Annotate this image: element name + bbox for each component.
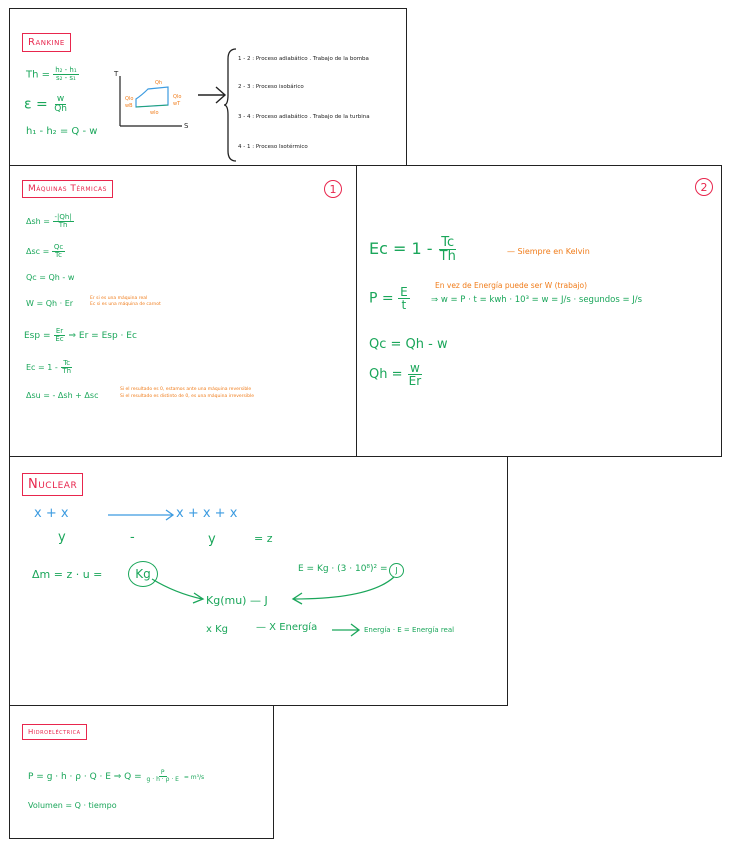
diagram-label-left-top: Qlo xyxy=(125,96,134,102)
qc-formula: Qc = Qh - w xyxy=(26,273,75,282)
dsc-formula: Δsc = $\frac{Qc}{Tc}$ xyxy=(26,243,64,259)
process-3-4: 3 - 4 : Proceso adiabático . Trabajo de la turbina xyxy=(238,114,370,120)
x-kg: x Kg xyxy=(206,624,229,635)
dsu-note-irreversible: Si el resultado es distinto de 0, es una máquina irreversible xyxy=(120,394,254,399)
panel-2 xyxy=(356,165,722,457)
diagram-label-left-bot: wB xyxy=(125,103,133,109)
rankine-enthalpy-formula: h₁ - h₂ = Q - w xyxy=(26,126,98,137)
power-note: En vez de Energía puede ser W (trabajo) xyxy=(435,281,588,290)
qh-formula: Qh = $\frac{w}{Er}$ xyxy=(369,361,422,388)
nuclear-title: Nuclear xyxy=(22,473,83,496)
process-1-2: 1 - 2 : Proceso adiabático . Trabajo de la bomba xyxy=(238,56,369,62)
arrow-from-j-icon xyxy=(290,575,396,605)
qc-formula-2: Qc = Qh - w xyxy=(369,337,448,352)
dsu-note-reversible: Si el resultado es 0, estamos ante una máquina reversible xyxy=(120,387,252,392)
hidroelectrica-panel xyxy=(9,705,274,839)
arrow-to-center-icon xyxy=(150,575,210,605)
reaction-arrow-icon xyxy=(108,509,176,521)
rankine-panel xyxy=(9,8,407,166)
x-energy: — X Energía xyxy=(256,622,318,633)
row2-y-right: y xyxy=(208,532,216,547)
diagram-label-right-bot: wT xyxy=(173,101,181,107)
process-2-3: 2 - 3 : Proceso isobárico xyxy=(238,84,304,90)
w-note-real: Er si es una máquina real xyxy=(90,296,148,301)
row2-y-left: y xyxy=(58,530,66,545)
rankine-title: Rankine xyxy=(22,33,71,52)
power-derivation: ⇒ w = P · t = kwh · 10³ = w = J/s · segundos = J/s xyxy=(431,295,643,305)
row2-minus: - xyxy=(130,530,135,545)
nuclear-panel xyxy=(9,456,508,706)
volume-formula: Volumen = Q · tiempo xyxy=(28,801,117,810)
reaction-right: x + x + x xyxy=(176,506,238,521)
process-4-1: 4 - 1 : Proceso Isotérmico xyxy=(238,144,308,150)
maquinas-termicas-panel xyxy=(9,165,357,457)
diagram-x-axis-label: S xyxy=(184,122,189,130)
esp-formula: Esp = $\frac{Er}{Ec}$ ⇒ Er = Esp · Ec xyxy=(24,327,137,343)
diagram-label-top: Qh xyxy=(155,80,163,86)
dsu-formula: Δsu = - Δsh + Δsc xyxy=(26,391,99,400)
hydro-power-formula: P = g · h · ρ · Q · E ⇒ Q = $\frac{P}{g \cdot h \cdot \rho \cdot E}$ = m³/s xyxy=(28,769,205,783)
rankine-th-formula: Th = $\frac{\text{h₂ - h₁}}{\text{s₂ - s₁}}$ xyxy=(26,66,77,82)
j-circled: J xyxy=(389,563,404,578)
energy-formula: E = Kg · (3 · 10⁸)² = xyxy=(298,564,388,574)
carnot-efficiency-formula: Ec = 1 - $\frac{Tc}{Th}$ xyxy=(369,235,456,264)
energy-real: Energía · E = Energía real xyxy=(364,626,455,634)
kg-mu-j: Kg(mu) — J xyxy=(206,594,268,607)
mass-defect-formula: Δm = z · u = xyxy=(32,568,103,581)
panel-number-badge: 1 xyxy=(324,180,342,198)
dsh-formula: Δsh = $\frac{-|Qh|}{Th}$ xyxy=(26,213,72,229)
maquinas-title: Máquinas Térmicas xyxy=(22,180,113,198)
hidro-title: Hidroeléctrica xyxy=(22,724,87,740)
w-note-carnot: Ec si es una máquina de carnot xyxy=(90,302,161,307)
power-formula: P = $\frac{E}{t}$ xyxy=(369,285,408,312)
row2-equals-z: = z xyxy=(254,532,273,545)
reaction-left: x + x xyxy=(34,506,69,521)
kelvin-note: — Siempre en Kelvin xyxy=(507,247,590,256)
rankine-efficiency-formula: ε = $\frac{w}{Qh}$ xyxy=(24,94,67,114)
arrow-energy-icon xyxy=(332,623,362,637)
diagram-label-bottom: wlo xyxy=(150,110,159,116)
brace-icon xyxy=(224,47,238,163)
ec-formula: Ec = 1 - $\frac{Tc}{Th}$ xyxy=(26,359,72,375)
panel-number-badge: 2 xyxy=(695,178,713,196)
kg-circled: Kg xyxy=(128,561,158,587)
diagram-y-axis-label: T xyxy=(114,70,119,78)
w-formula: W = Qh · Er xyxy=(26,299,74,308)
diagram-label-right-top: Qlo xyxy=(173,94,182,100)
